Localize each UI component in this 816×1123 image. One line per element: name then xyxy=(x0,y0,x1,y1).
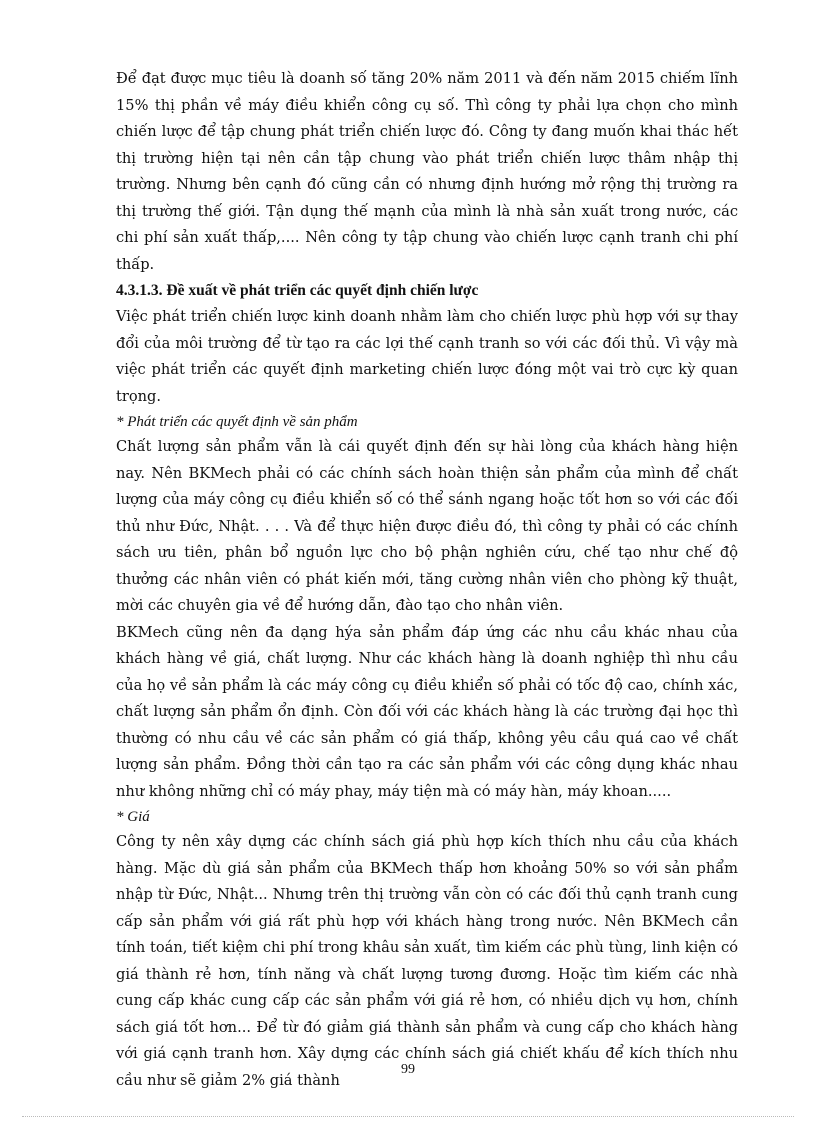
document-body xyxy=(116,66,738,1094)
paragraph: BKMech cũng nên đa dạng hýa sản phẩm đáp ứng các nhu cầu khác nhau của khách hàng về giá, chất lượng. Như các khách hàng là doanh nghiệp thì nhu cầu của họ về sản phẩm là các máy công cụ điều khiển số phải có tốc độ cao, chính xác, chất lượng sản phẩm ổn định. Còn đối với các khách hàng là các trường đại học thì thường có nhu cầu về các sản phẩm có giá thấp, không yêu cầu quá cao về chất lượng sản phẩm. Đồng thời cần tạo ra các sản phẩm với các công dụng khác nhau như không những chỉ có máy phay, máy tiện mà có máy hàn, máy khoan..... xyxy=(116,623,738,800)
paragraph: Công ty nên xây dựng các chính sách giá phù hợp kích thích nhu cầu của khách hàng. Mặc dù giá sản phẩm của BKMech thấp hơn khoảng 50% so với sản phẩm nhập từ Đức, Nhật... Nhưng trên thị trường vẫn còn có các đối thủ cạnh tranh cung cấp sản phẩm với giá rất phù hợp với khách hàng trong nước. Nên BKMech cần tính toán, tiết kiệm chi phí trong khâu sản xuất, tìm kiếm các phù tùng, linh kiện có giá thành rẻ hơn, tính năng và chất lượng tương đương. Hoặc tìm kiếm các nhà cung cấp khác cung cấp các sản phẩm với giá rẻ hơn, có nhiều dịch vụ hơn, chính sách giá tốt hơn... Để từ đó giảm giá thành sản phẩm và cung cấp cho khách hàng với giá cạnh tranh hơn. Xây dựng các chính sách giá chiết khấu để kích thích nhu cầu như sẽ giảm 2% giá thành xyxy=(116,833,738,1089)
subheading-product: * Phát triển các quyết định về sản phẩm xyxy=(116,414,358,430)
paragraph: Để đạt được mục tiêu là doanh số tăng 20% năm 2011 và đến năm 2015 chiếm lĩnh 15% thị phần về máy điều khiển công cụ số. Thì công ty phải lựa chọn cho mình chiến lược để tập chung phát triển chiến lược đó. Công ty đang muốn khai thác hết thị trường hiện tại nên cần tập chung vào phát triển chiến lược thâm nhập thị trường. Nhưng bên cạnh đó cũng cần có nhưng định hướng mở rộng thị trường ra thị trường thế giới. Tận dụng thế mạnh của mình là nhà sản xuất trong nước, các chi phí sản xuất thấp,.... Nên công ty tập chung vào chiến lược cạnh tranh chi phí thấp. xyxy=(116,70,738,273)
paragraph: Việc phát triển chiến lược kinh doanh nhằm làm cho chiến lược phù hợp với sự thay đổi của môi trường để từ tạo ra các lợi thế cạnh tranh so với các đối thủ. Vì vậy mà việc phát triển các quyết định marketing chiến lược đóng một vai trò cực kỳ quan trọng. xyxy=(116,308,738,405)
paragraph: Chất lượng sản phẩm vẫn là cái quyết định đến sự hài lòng của khách hàng hiện nay. Nên BKMech phải có các chính sách hoàn thiện sản phẩm của mình để chất lượng của máy công cụ điều khiển số có thể sánh ngang hoặc tốt hơn so với các đối thủ như Đức, Nhật. . . . Và để thực hiện được điều đó, thì công ty phải có các chính sách ưu tiên, phân bổ nguồn lực cho bộ phận nghiên cứu, chế tạo như chế độ thưởng các nhân viên có phát kiến mới, tăng cường nhân viên cho phòng kỹ thuật, mời các chuyên gia về để hướng dẫn, đào tạo cho nhân viên. xyxy=(116,438,738,614)
subheading-price: * Giá xyxy=(116,809,150,825)
section-heading: 4.3.1.3. Đề xuất về phát triển các quyết định chiến lược xyxy=(116,282,479,299)
page-number: 99 xyxy=(401,1062,415,1077)
page-edge-divider xyxy=(22,1116,794,1117)
